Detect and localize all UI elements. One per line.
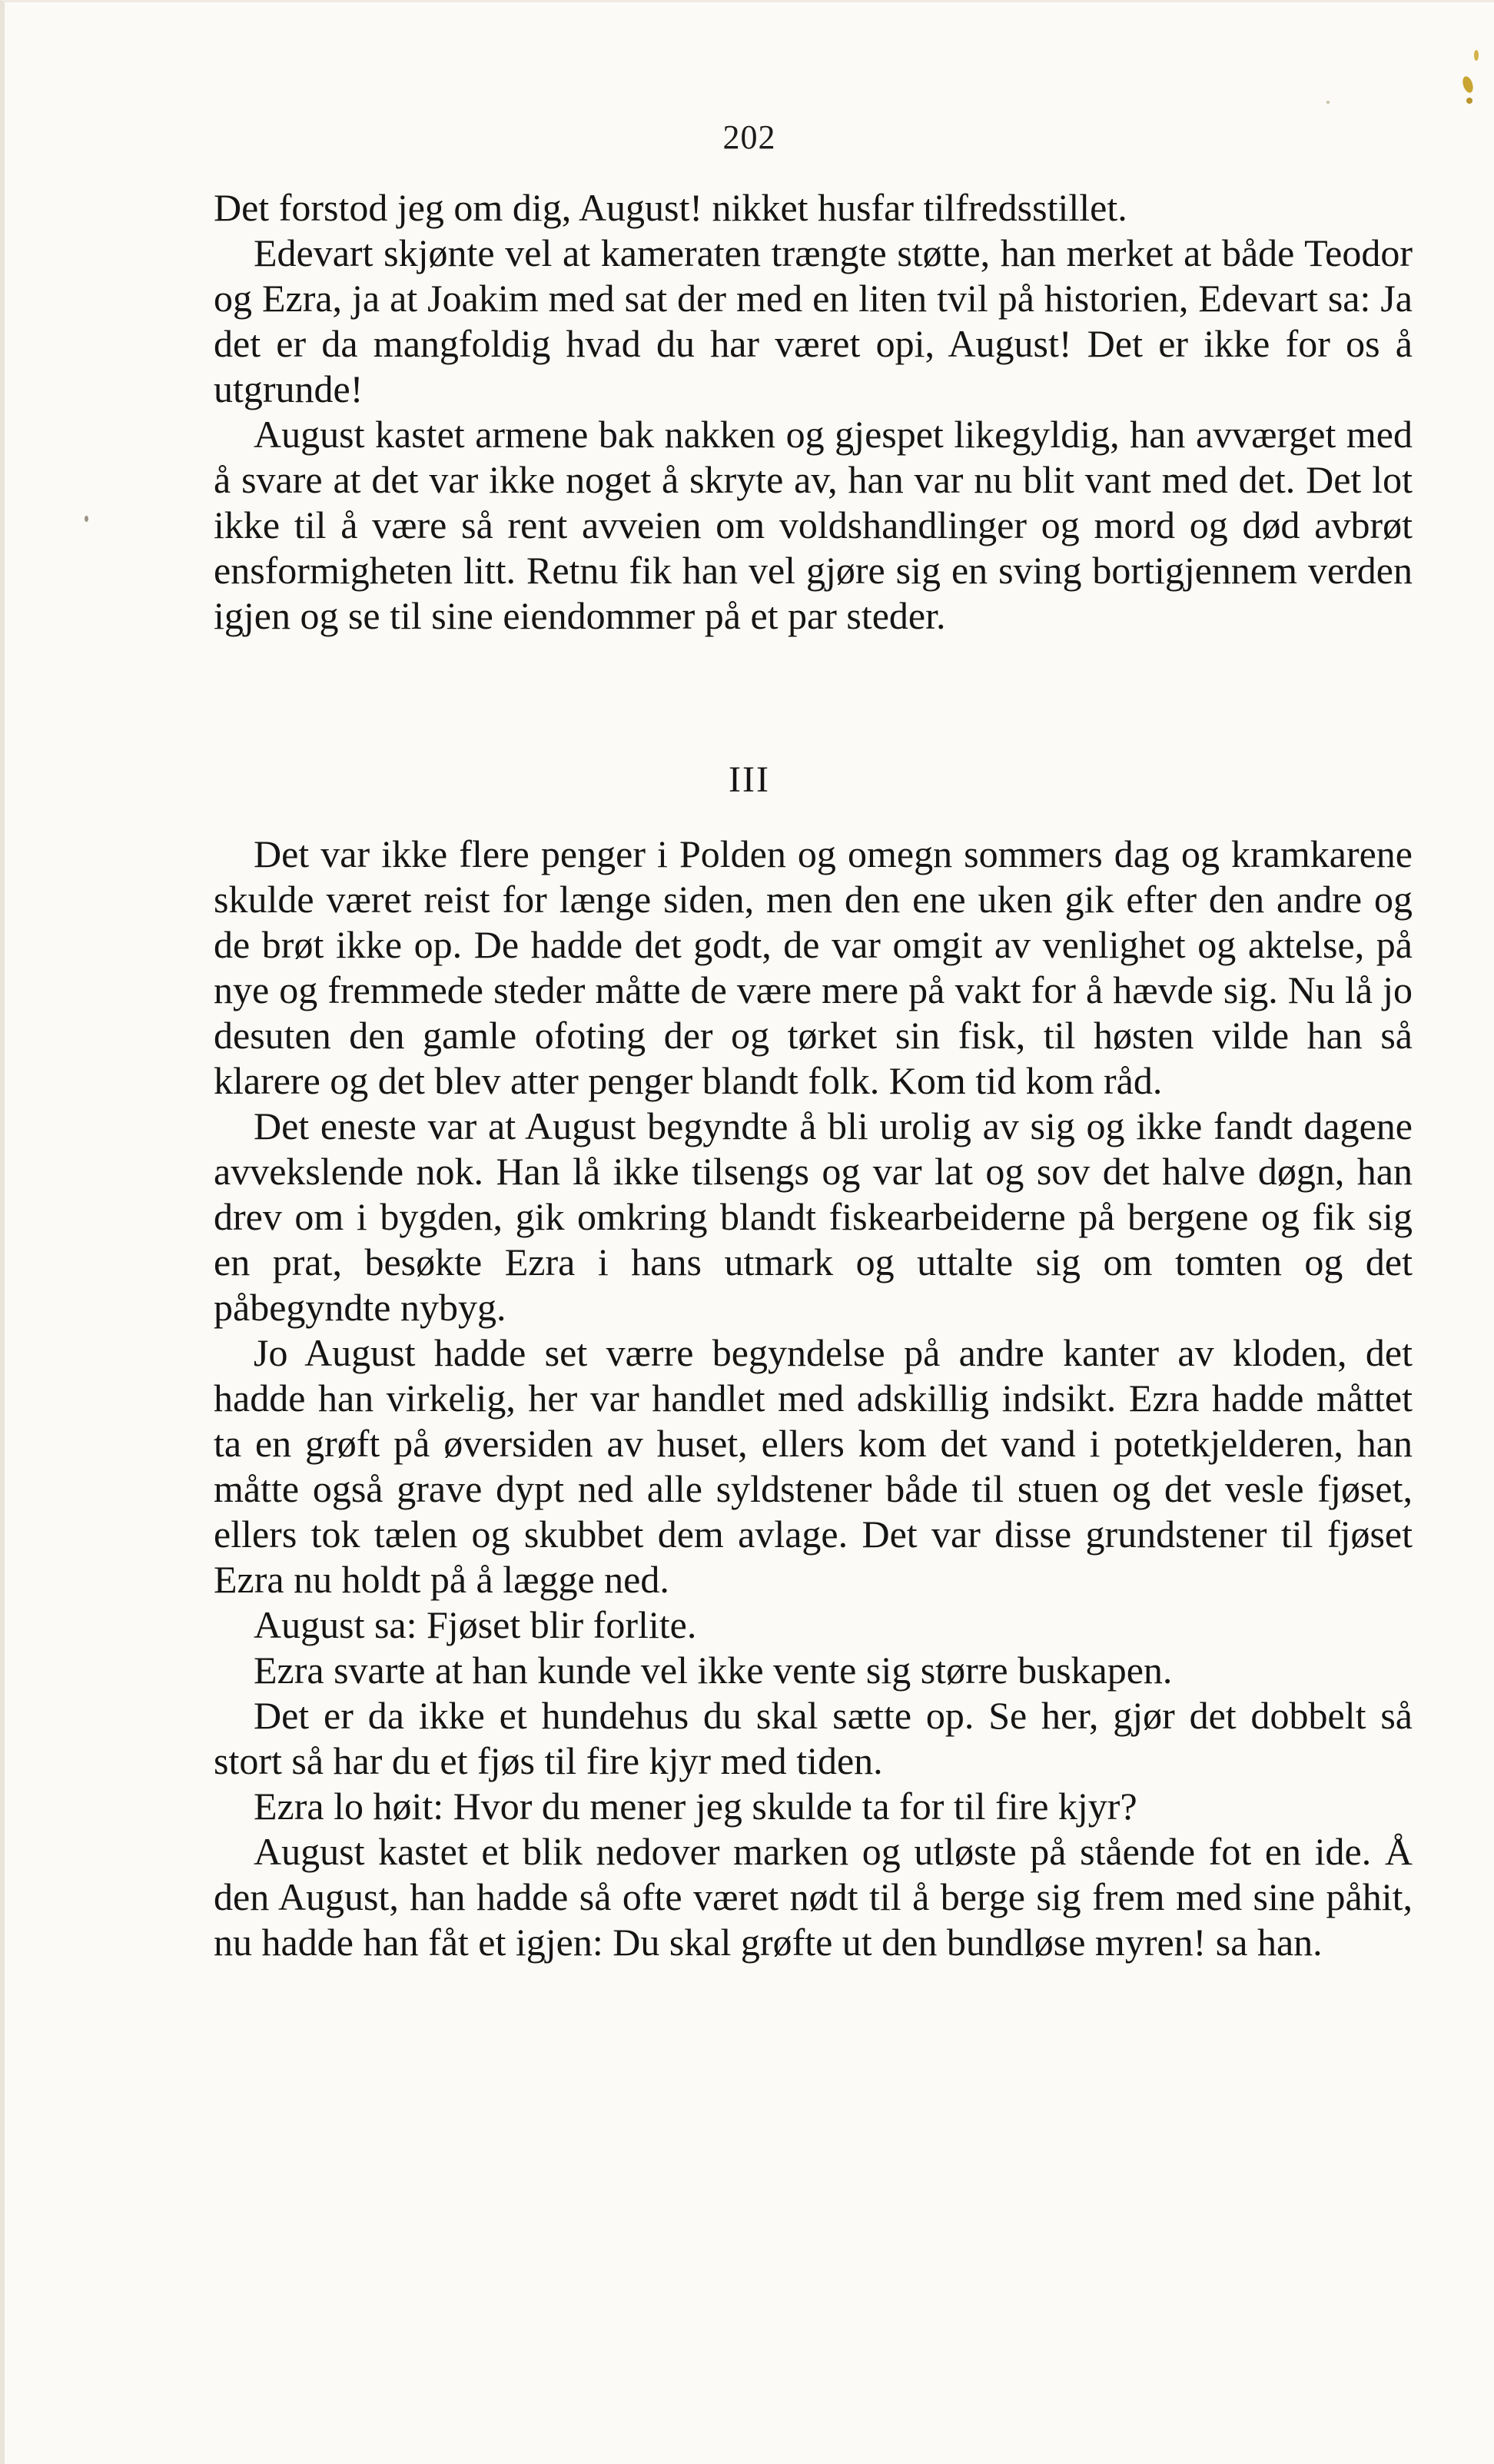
paper-stain-mark [1474, 50, 1479, 61]
paragraph: Ezra lo høit: Hvor du mener jeg skulde ta for til fire kjyr? [254, 1785, 1137, 1828]
paper-dust-mark [85, 516, 88, 522]
paragraph: August kastet et blik nedover marken og utløste på stående fot en ide. Å den August, han hadde så ofte været nødt til å berge sig frem med sine påhit, nu hadde han fåt et igjen: Du skal grøfte ut den bundløse myren! sa han. [214, 1830, 1413, 1964]
paragraph: Det var ikke flere penger i Polden og omegn sommers dag og kramkarene skulde været reist for længe siden, men den ene uken gik efter den andre og de brøt ikke op. De hadde det godt, de var omgit av venlighet og aktelse, på nye og fremmede steder måtte de være mere på vakt for å hævde sig. Nu lå jo desuten den gamle ofoting der og tørket sin fisk, til høsten vilde han så klarere og det blev atter penger blandt folk. Kom tid kom råd. [214, 832, 1413, 1102]
paragraph: Ezra svarte at han kunde vel ikke vente sig større buskapen. [254, 1649, 1173, 1692]
paragraph: Det forstod jeg om dig, August! nikket husfar tilfredsstillet. [214, 186, 1127, 229]
section-heading: III [729, 759, 770, 800]
paragraph: Det er da ikke et hundehus du skal sætte op. Se her, gjør det dobbelt så stort så har du et fjøs til fire kjyr med tiden. [214, 1694, 1413, 1782]
text-block-before-heading [214, 185, 1413, 639]
text-block-after-heading [214, 832, 1413, 1965]
paper-stain-mark [1466, 98, 1472, 104]
paper-dust-mark [1326, 101, 1330, 104]
paragraph: Det eneste var at August begyndte å bli urolig av sig og ikke fandt dagene avvekslende nok. Han lå ikke tilsengs og var lat og sov det halve døgn, han drev om i bygden, gik omkring blandt fiskearbeiderne på bergene og fik sig en prat, besøkte Ezra i hans utmark og uttalte sig om tomten og det påbegyndte nybyg. [214, 1104, 1413, 1329]
paper-stain-mark [1461, 75, 1475, 95]
paragraph: Edevart skjønte vel at kameraten trængte støtte, han merket at både Teodor og Ezra, ja at Joakim med sat der med en liten tvil på historien, Edevart sa: Ja det er da mangfoldig hvad du har været opi, August! Det er ikke for os å utgrunde! [214, 231, 1413, 410]
paragraph: August kastet armene bak nakken og gjespet likegyldig, han avværget med å svare at det var ikke noget å skryte av, han var nu blit vant med det. Det lot ikke til å være så rent avveien om voldshandlinger og mord og død avbrøt ensformigheten litt. Retnu fik han vel gjøre sig en sving bortigjennem verden igjen og se til sine eiendommer på et par steder. [214, 413, 1413, 637]
paragraph: Jo August hadde set værre begyndelse på andre kanter av kloden, det hadde han virkelig, her var handlet med adskillig indsikt. Ezra hadde måttet ta en grøft på øversiden av huset, ellers kom det vand i potetkjelderen, han måtte også grave dypt ned alle syldstener både til stuen og det vesle fjøset, ellers tok tælen og skubbet dem avlage. Det var disse grundstener til fjøset Ezra nu holdt på å lægge ned. [214, 1331, 1413, 1601]
page-number: 202 [722, 118, 776, 156]
paragraph: August sa: Fjøset blir forlite. [254, 1603, 697, 1646]
